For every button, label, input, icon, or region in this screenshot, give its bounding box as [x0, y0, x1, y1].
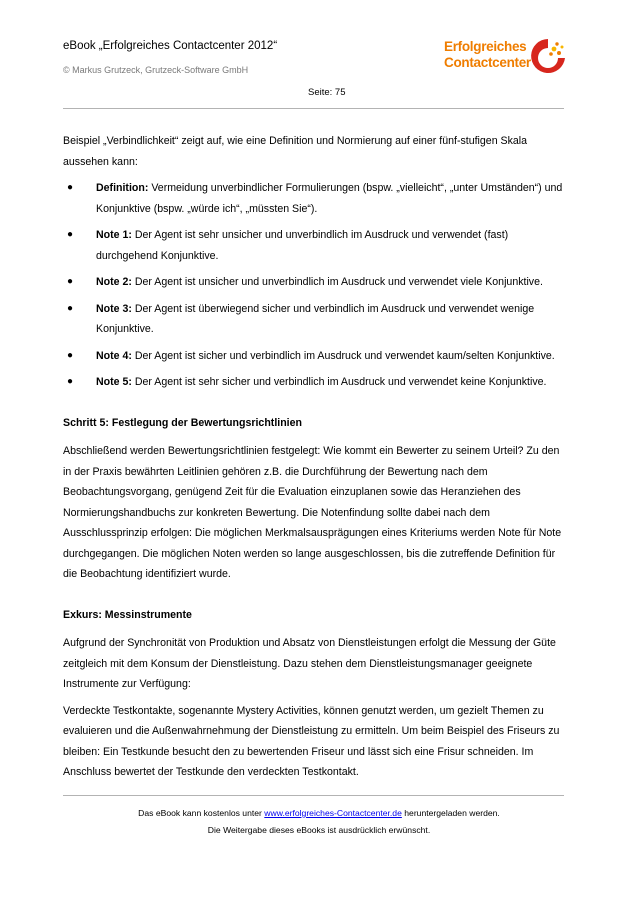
- header-divider: [63, 108, 564, 109]
- bullet-icon: ●: [67, 276, 74, 287]
- rating-scale-list: [63, 178, 565, 393]
- list-item: [63, 372, 565, 393]
- bullet-icon: ●: [67, 182, 74, 193]
- bullet-icon: ●: [67, 349, 74, 361]
- website-link[interactable]: www.erfolgreiches-Contactcenter.de: [264, 808, 402, 818]
- footer-text-before: Das eBook kann kostenlos unter: [138, 808, 265, 818]
- item-text: Der Agent ist sehr sicher und verbindlich im Ausdruck und verwendet keine Konjunktive.: [131, 376, 547, 388]
- bullet-icon: ●: [67, 376, 74, 387]
- intro-paragraph: Beispiel „Verbindlichkeit“ zeigt auf, wie eine Definition und Normierung auf einer fünf-stufigen Skala aussehen kann:: [63, 135, 528, 168]
- logo-text-line-1: Erfolgreiches: [444, 39, 527, 54]
- erfolgreiches-contactcenter-logo: [444, 36, 566, 80]
- item-label: Note 1:: [96, 229, 132, 241]
- logo-text-line-2: Contactcenter: [444, 55, 531, 70]
- logo-globe-icon: [530, 36, 566, 80]
- item-label: Definition:: [96, 182, 149, 194]
- item-label: Note 4:: [96, 349, 132, 362]
- item-text: Der Agent ist unsicher und unverbindlich im Ausdruck und verwendet viele Konjunktive.: [131, 276, 543, 288]
- header-copyright: © Markus Grutzeck, Grutzeck-Software GmbH: [63, 65, 249, 75]
- exkurs-paragraph-1: Aufgrund der Synchronität von Produktion und Absatz von Dienstleistungen erfolgt die Messung der Güte zeitgleich mit dem Konsum der Dienstleistung. Dazu stehen dem Dienstleistungsmanager geeignete Instrumente zur Verfügung:: [63, 637, 556, 690]
- list-item: [63, 178, 565, 219]
- item-text: Vermeidung unverbindlicher Formulierungen (bspw. „vielleicht“, „unter Umständen“) und Konjunktive (bspw. „würde ich“, „müssten Sie“).: [96, 182, 563, 215]
- step5-heading: Schritt 5: Festlegung der Bewertungsrichtlinien: [63, 416, 302, 429]
- item-text: Der Agent ist sehr unsicher und unverbindlich im Ausdruck und verwendet (fast) durchgehend Konjunktive.: [96, 229, 509, 262]
- exkurs-paragraph-2: Verdeckte Testkontakte, sogenannte Mystery Activities, können genutzt werden, um gezielt Themen zu evaluieren und die Außenwahrnehmung der Dienstleistung zu ermitteln. Um beim Beispiel des Friseurs zu bleiben: Ein Testkunde besucht den zu bewertenden Friseur und lässt sich eine Frisur schneiden. Im Anschluss bewertet der Testkunde den verdeckten Testkontakt.: [63, 704, 560, 778]
- bullet-icon: ●: [67, 302, 74, 314]
- item-label: Note 5:: [96, 376, 132, 388]
- list-item: [63, 299, 565, 340]
- list-item: [63, 225, 565, 266]
- header-title: eBook „Erfolgreiches Contactcenter 2012“: [63, 40, 278, 52]
- bullet-icon: ●: [67, 229, 74, 240]
- footer-download-note: [0, 808, 638, 818]
- main-content: [63, 131, 565, 783]
- footer-divider: [63, 795, 564, 796]
- item-label: Note 2:: [96, 276, 132, 288]
- page-number: Seite: 75: [308, 87, 346, 98]
- footer-sharing-note: Die Weitergabe dieses eBooks ist ausdrücklich erwünscht.: [207, 825, 431, 835]
- exkurs-heading: Exkurs: Messinstrumente: [63, 608, 192, 621]
- footer-text-after: heruntergeladen werden.: [401, 808, 500, 818]
- item-text: Der Agent ist überwiegend sicher und verbindlich im Ausdruck und verwendet wenige Konjunktive.: [96, 302, 535, 335]
- step5-paragraph: Abschließend werden Bewertungsrichtlinien festgelegt: Wie kommt ein Bewerter zu seinem Urteil? Zu den in der Praxis bewährten Leitlinien gehören z.B. die Durchführung der Bewertung nach dem Beobachtungsvorgang, genügend Zeit für die Evaluation einzuplanen sowie das Heranziehen des Normierungshandbuchs zur konkreten Bewertung. Die Notenfindung sollte dabei nach dem Ausschlussprinzip erfolgen: Die möglichen Merkmalsausprägungen eines Kriteriums werden Note für Note durchgegangen. Die möglichen Noten werden so lange ausgeschlossen, bis die zutreffende Definition für die Beobachtung identifiziert wurde.: [63, 445, 562, 580]
- item-text: Der Agent ist sicher und verbindlich im Ausdruck und verwendet kaum/selten Konjunktive.: [131, 349, 555, 362]
- list-item: [63, 346, 565, 367]
- item-label: Note 3:: [96, 302, 132, 315]
- list-item: [63, 272, 565, 293]
